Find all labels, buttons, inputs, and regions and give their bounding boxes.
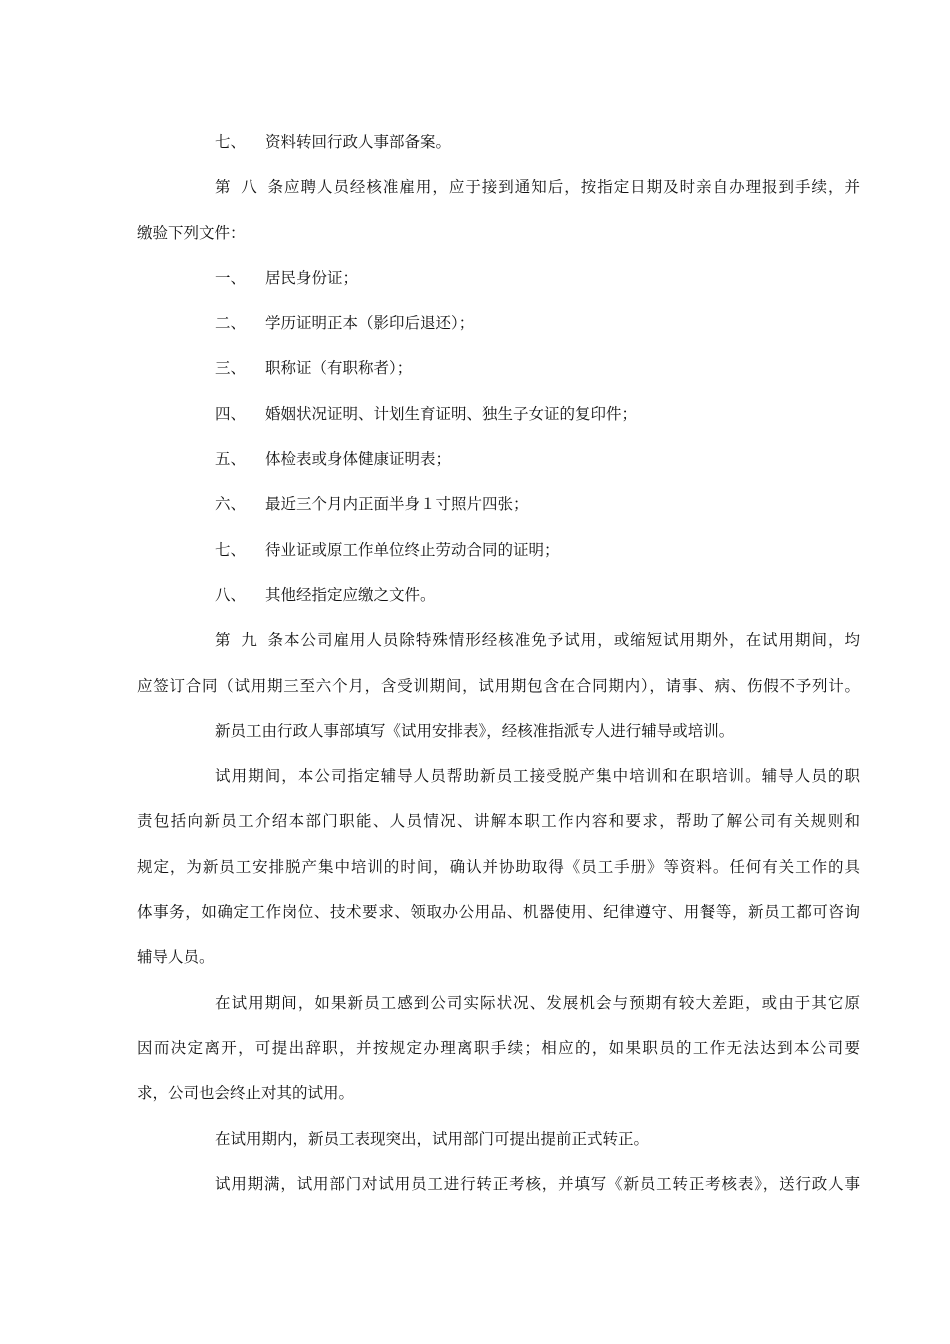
text-line: [137, 935, 860, 980]
line-text: 本公司雇用人员除特殊情形经核准免予试用，或缩短试用期外，在试用期间，均: [283, 631, 860, 650]
line-text: 因而决定离开，可提出辞职，并按规定办理离职手续；相应的，如果职员的工作无法达到本公司要: [137, 1038, 860, 1057]
line-text: 在试用期间，如果新员工感到公司实际状况、发展机会与预期有较大差距，或由于其它原: [215, 993, 860, 1012]
text-line: [137, 120, 860, 165]
line-text: 最近三个月内正面半身１寸照片四张；: [265, 495, 529, 514]
line-text: 试用期间，本公司指定辅导人员帮助新员工接受脱产集中培训和在职培训。辅导人员的职: [215, 767, 860, 786]
text-line: [137, 845, 860, 890]
line-text: 试用期满，试用部门对试用员工进行转正考核，并填写《新员工转正考核表》，送行政人事: [215, 1174, 860, 1193]
article-label: 第八条: [215, 178, 283, 197]
line-text: 新员工由行政人事部填写《试用安排表》，经核准指派专人进行辅导或培训。: [215, 721, 735, 740]
list-number: 一、: [215, 268, 247, 287]
list-number: 七、: [215, 540, 247, 559]
text-line: [137, 1071, 860, 1116]
list-number: 六、: [215, 495, 247, 514]
list-item: [137, 573, 860, 618]
article-label: 第九条: [215, 631, 283, 650]
text-line: [137, 211, 860, 256]
text-line: [137, 754, 860, 799]
list-number: 七、: [215, 133, 247, 151]
list-number: 二、: [215, 314, 247, 333]
text-line: [137, 890, 860, 935]
list-number: 八、: [215, 585, 247, 604]
list-number: 五、: [215, 450, 247, 469]
list-item: [137, 482, 860, 527]
list-item: [137, 256, 860, 301]
line-text: 职称证（有职称者）；: [265, 359, 413, 378]
text-line: [137, 664, 860, 709]
line-text: 资料转回行政人事部备案。: [265, 133, 452, 151]
text-line: [137, 1117, 860, 1162]
list-number: 四、: [215, 404, 247, 423]
line-text: 其他经指定应缴之文件。: [265, 585, 436, 604]
line-text: 应聘人员经核准雇用，应于接到通知后，按指定日期及时亲自办理报到手续，并: [283, 178, 860, 197]
line-text: 居民身份证；: [265, 268, 359, 287]
line-text: 应签订合同（试用期三至六个月，含受训期间，试用期包含在合同期内），请事、病、伤假不予列计。: [137, 676, 860, 695]
list-item: [137, 301, 860, 346]
line-text: 责包括向新员工介绍本部门职能、人员情况、讲解本职工作内容和要求，帮助了解公司有关规则和: [137, 812, 860, 831]
list-item: [137, 392, 860, 437]
line-text: 婚姻状况证明、计划生育证明、独生子女证的复印件；: [265, 404, 638, 423]
document-body: [137, 120, 860, 1207]
text-line: [137, 1026, 860, 1071]
text-line: [137, 1162, 860, 1207]
line-text: 规定，为新员工安排脱产集中培训的时间，确认并协助取得《员工手册》等资料。任何有关工作的具: [137, 857, 860, 876]
text-line: [137, 709, 860, 754]
line-text: 体检表或身体健康证明表；: [265, 450, 452, 469]
list-item: [137, 346, 860, 391]
text-line: [137, 799, 860, 844]
list-item: [137, 437, 860, 482]
list-number: 三、: [215, 359, 247, 378]
line-text: 辅导人员。: [137, 948, 215, 967]
article-9-line-1: [137, 618, 860, 663]
line-text: 待业证或原工作单位终止劳动合同的证明；: [265, 540, 560, 559]
line-text: 求，公司也会终止对其的试用。: [137, 1084, 355, 1103]
line-text: 在试用期内，新员工表现突出，试用部门可提出提前正式转正。: [215, 1129, 650, 1148]
list-item: [137, 528, 860, 573]
article-8-line-1: [137, 165, 860, 210]
line-text: 缴验下列文件：: [137, 223, 246, 242]
line-text: 体事务，如确定工作岗位、技术要求、领取办公用品、机器使用、纪律遵守、用餐等，新员工都可咨询: [137, 903, 860, 922]
line-text: 学历证明正本（影印后退还）；: [265, 314, 475, 333]
text-line: [137, 981, 860, 1026]
